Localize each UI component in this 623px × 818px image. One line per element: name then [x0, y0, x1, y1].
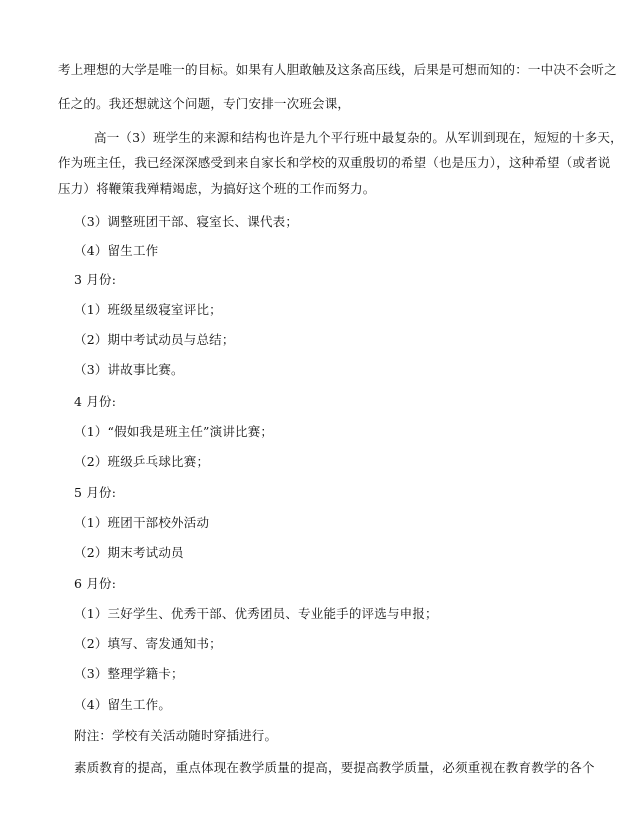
paragraph-line-3: 高一（3）班学生的来源和结构也许是九个平行班中最复杂的。从军训到现在，短短的十多天， [94, 130, 623, 145]
month-heading-april: 4 月份: [74, 394, 117, 409]
paragraph-line-5: 压力）将鞭策我殚精竭虑，为搞好这个班的工作而努力。 [58, 181, 376, 196]
paragraph-line-4: 作为班主任，我已经深深感受到来自家长和学校的双重殷切的希望（也是压力），这种希望（或者说 [58, 155, 611, 170]
list-item-retention-work: （4）留生工作 [74, 243, 159, 258]
month-heading-march: 3 月份: [74, 272, 117, 287]
list-item-speech-contest: （1）“假如我是班主任”演讲比赛； [74, 424, 274, 439]
list-item-final-exam: （2）期末考试动员 [74, 545, 184, 560]
list-item-pingpong: （2）班级乒乓球比赛； [74, 454, 210, 469]
list-item-records: （3）整理学籍卡； [74, 666, 184, 681]
paragraph-quality-education: 素质教育的提高，重点体现在教学质量的提高，要提高教学质量，必须重视在教育教学的各个 [74, 760, 595, 775]
list-item-awards: （1）三好学生、优秀干部、优秀团员、专业能手的评选与申报； [74, 606, 438, 621]
list-item-outdoor-activity: （1）班团干部校外活动 [74, 515, 210, 530]
list-item-retention-final: （4）留生工作。 [74, 697, 172, 712]
list-item-adjust-cadres: （3）调整班团干部、寝室长、课代表； [74, 214, 299, 229]
paragraph-line-2: 任之的。我还想就这个问题，专门安排一次班会课， [58, 96, 351, 111]
appendix-note: 附注：学校有关活动随时穿插进行。 [74, 728, 278, 743]
list-item-notices: （2）填写、寄发通知书； [74, 636, 222, 651]
month-heading-may: 5 月份: [74, 485, 117, 500]
list-item-storytelling: （3）讲故事比赛。 [74, 362, 184, 377]
month-heading-june: 6 月份: [74, 576, 117, 591]
paragraph-line-1: 考上理想的大学是唯一的目标。如果有人胆敢触及这条高压线，后果是可想而知的：一中决不会听之 [58, 62, 617, 77]
list-item-midterm: （2）期中考试动员与总结； [74, 332, 235, 347]
list-item-dorm-rating: （1）班级星级寝室评比； [74, 302, 222, 317]
